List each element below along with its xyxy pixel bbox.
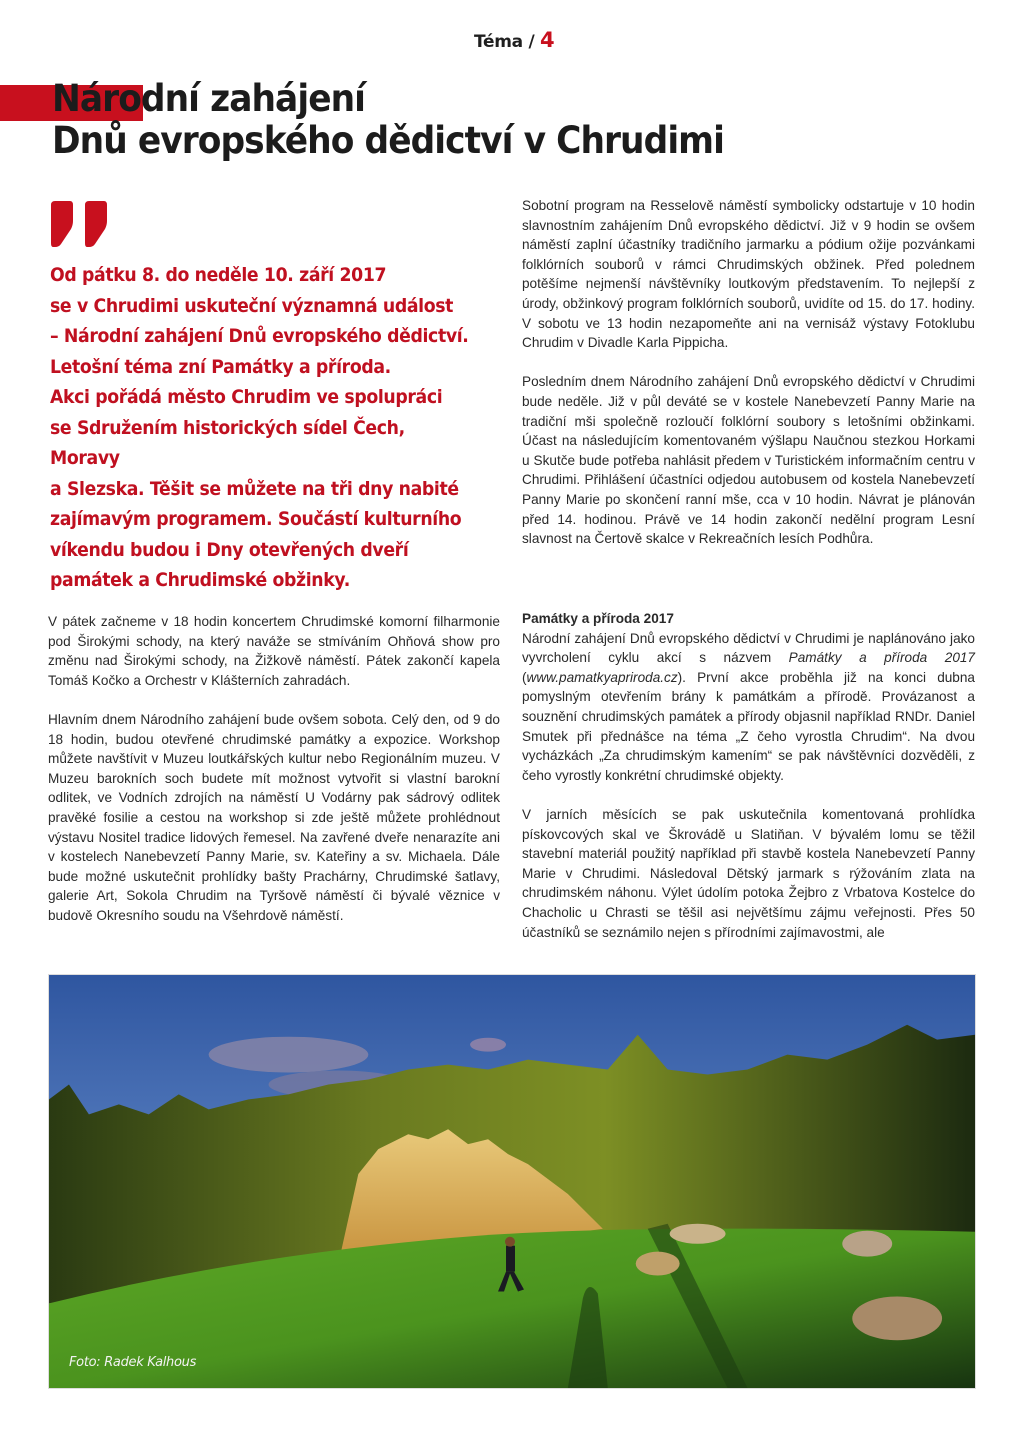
lead-line: Od pátku 8. do neděle 10. září 2017: [50, 264, 387, 286]
paragraph-sunday-program: Posledním dnem Národního zahájení Dnů evropského dědictví v Chrudimi bude neděle. Již v půl deváté se v kostele Nanebevzetí Panny Marie na tradiční mši společně rozloučí folklórní soubory s letošními obžinkami. Účast na následujícím komentovaném výšlapu Naučnou stezkou Horkami u Skutče bude potřeba nahlásit předem v Turistickém informačním centru v Chrudimi. Přihlášení účastníci odjedou autobusem od kostela Nanebevzetí Panny Marie po skončení ranní mše, cca v 10 hodin. Návrat je plánován před 14. hodinou. Právě ve 14 hodin zakončí nedělní program Lesní slavnost na Čertově skalce v Rekreačních lesích Podhůra.: [522, 374, 975, 547]
article-lead: [50, 260, 478, 596]
right-column-bottom: [522, 609, 975, 962]
page-number: 4: [540, 28, 555, 52]
article-title-line1: Národní zahájení: [52, 77, 366, 120]
paragraph-spring-events: V jarních měsících se pak uskutečnila komentovaná prohlídka pískovcových skal ve Škrovádě u Slatiňan. V bývalém lomu se těžil stavební materiál použitý například při stavbě kostela Nanebevzetí Panny Marie v Chrudimi. Následoval Dětský jarmark s rýžováním zlata na chrudimském náhonu. Výlet údolím potoka Žejbro z Vrbatova Kostelce do Chacholic u Chrasti se těšil asi největšímu zájmu veřejnosti. Přes 50 účastníků se seznámilo nejen s přírodními zajímavostmi, ale: [522, 806, 975, 940]
section-label: Téma /: [474, 32, 540, 52]
lead-line: zajímavým programem. Součástí kulturního: [50, 508, 462, 530]
paragraph-main-day: Hlavním dnem Národního zahájení bude ovšem sobota. Celý den, od 9 do 18 hodin, budou otevřené chrudimské památky a expozice. Workshop můžete navštívit v Muzeu loutkářských kultur nebo Regionálním muzeu. V Muzeu barokních soch budete mít možnost vytvořit si vlastní barokní odlitek, ve Vodních zdrojích na náměstí U Vodárny pak sádrový odlitek pravěké fosilie a cestou na workshop si zde ještě můžete prohlédnout výstavu Nositel tradice lidových řemesel. Na zavřené dveře nenarazíte ani v kostelech Nanebevzetí Panny Marie, sv. Kateřiny a sv. Michaela. Dále bude možné uskutečnit prohlídky bašty Prachárny, Chrudimské šatlavy, galerie Art, Sokola Chrudim na Tyršově náměstí či bývalé věznice v budově Okresního soudu na Všehrdově náměstí.: [48, 711, 500, 923]
landscape-photo-illustration: [49, 975, 975, 1388]
article-title-line2: Dnů evropského dědictví v Chrudimi: [52, 119, 724, 162]
article-title: [52, 78, 724, 162]
paragraph-cycle-intro: [522, 629, 975, 786]
closing-quote-icon: [49, 201, 107, 247]
lead-line: se v Chrudimi uskuteční významná událost: [50, 294, 454, 317]
paragraph-saturday-program: Sobotní program na Resselově náměstí symbolicky odstartuje v 10 hodin slavnostním zahájením Dnů evropského dědictví. Již v 9 hodin se ovšem náměstí zaplní účastníky tradičního jarmarku a pódium ožije pozvánkami folklórních souborů v rámci Chrudimských obžinek. Před polednem potěšíme nejmenší návštěvníky loutkovým představením. To nejlepší z úrody, obžinkový program folklórních souborů, uvidíte od 15. do 17. hodiny. V sobotu ve 13 hodin nezapomeňte ani na vernisáž výstavy Fotoklubu Chrudim v Divadle Karla Pippicha.: [522, 198, 975, 351]
text: ). První akce proběhla již na konci dubna pomyslným otevřením brány k památkám a přírodě. Provázanost a souznění chrudimských památek a přírody objasnil například RNDr. Daniel Smutek při přednášce na téma „Z čeho vyrostla Chrudim“. Na dvou vycházkách „Za chrudimským kamením“ se pak návštěvníci dozvěděli, z čeho vyrostly konkrétní chrudimské objekty.: [522, 669, 975, 783]
italic-title: Památky a příroda 2017: [788, 650, 975, 666]
subheading-pamatky-a-priroda: Památky a příroda 2017: [522, 611, 674, 626]
lead-line: – Národní zahájení Dnů evropského dědictví.: [50, 325, 469, 347]
lead-line: Letošní téma zní Památky a příroda.: [50, 355, 391, 378]
lead-line: se Sdružením historických sídel Čech, Moravy: [50, 416, 405, 469]
text: (: [522, 669, 527, 685]
photo-credit: Foto: Radek Kalhous: [69, 1355, 197, 1370]
paragraph-friday-program: V pátek začneme v 18 hodin koncertem Chrudimské komorní filharmonie pod Širokými schody, na který naváže se stmíváním Ohňová show pro změnu nad Širokými schody, na Žižkově náměstí. Pátek zakončí kapela Tomáš Kočko a Orchestr v Klášterních zahradách.: [48, 614, 500, 688]
website-link[interactable]: www.pamatkyapriroda.cz: [526, 669, 678, 685]
right-column-top: [522, 196, 975, 568]
lead-line: a Slezska. Těšit se můžete na tři dny nabité: [50, 477, 459, 500]
text: Národní zahájení Dnů evropského dědictví v Chrudimi je naplánováno jako vyvrcholení cyklu akcí s názvem: [522, 630, 975, 666]
left-column-bottom: [48, 612, 500, 945]
lead-line: víkendu budou i Dny otevřených dveří: [50, 538, 409, 561]
page-header: [474, 28, 554, 52]
article-photo: [48, 974, 976, 1389]
lead-line: památek a Chrudimské obžinky.: [50, 569, 350, 591]
lead-line: Akci pořádá město Chrudim ve spolupráci: [50, 386, 443, 408]
